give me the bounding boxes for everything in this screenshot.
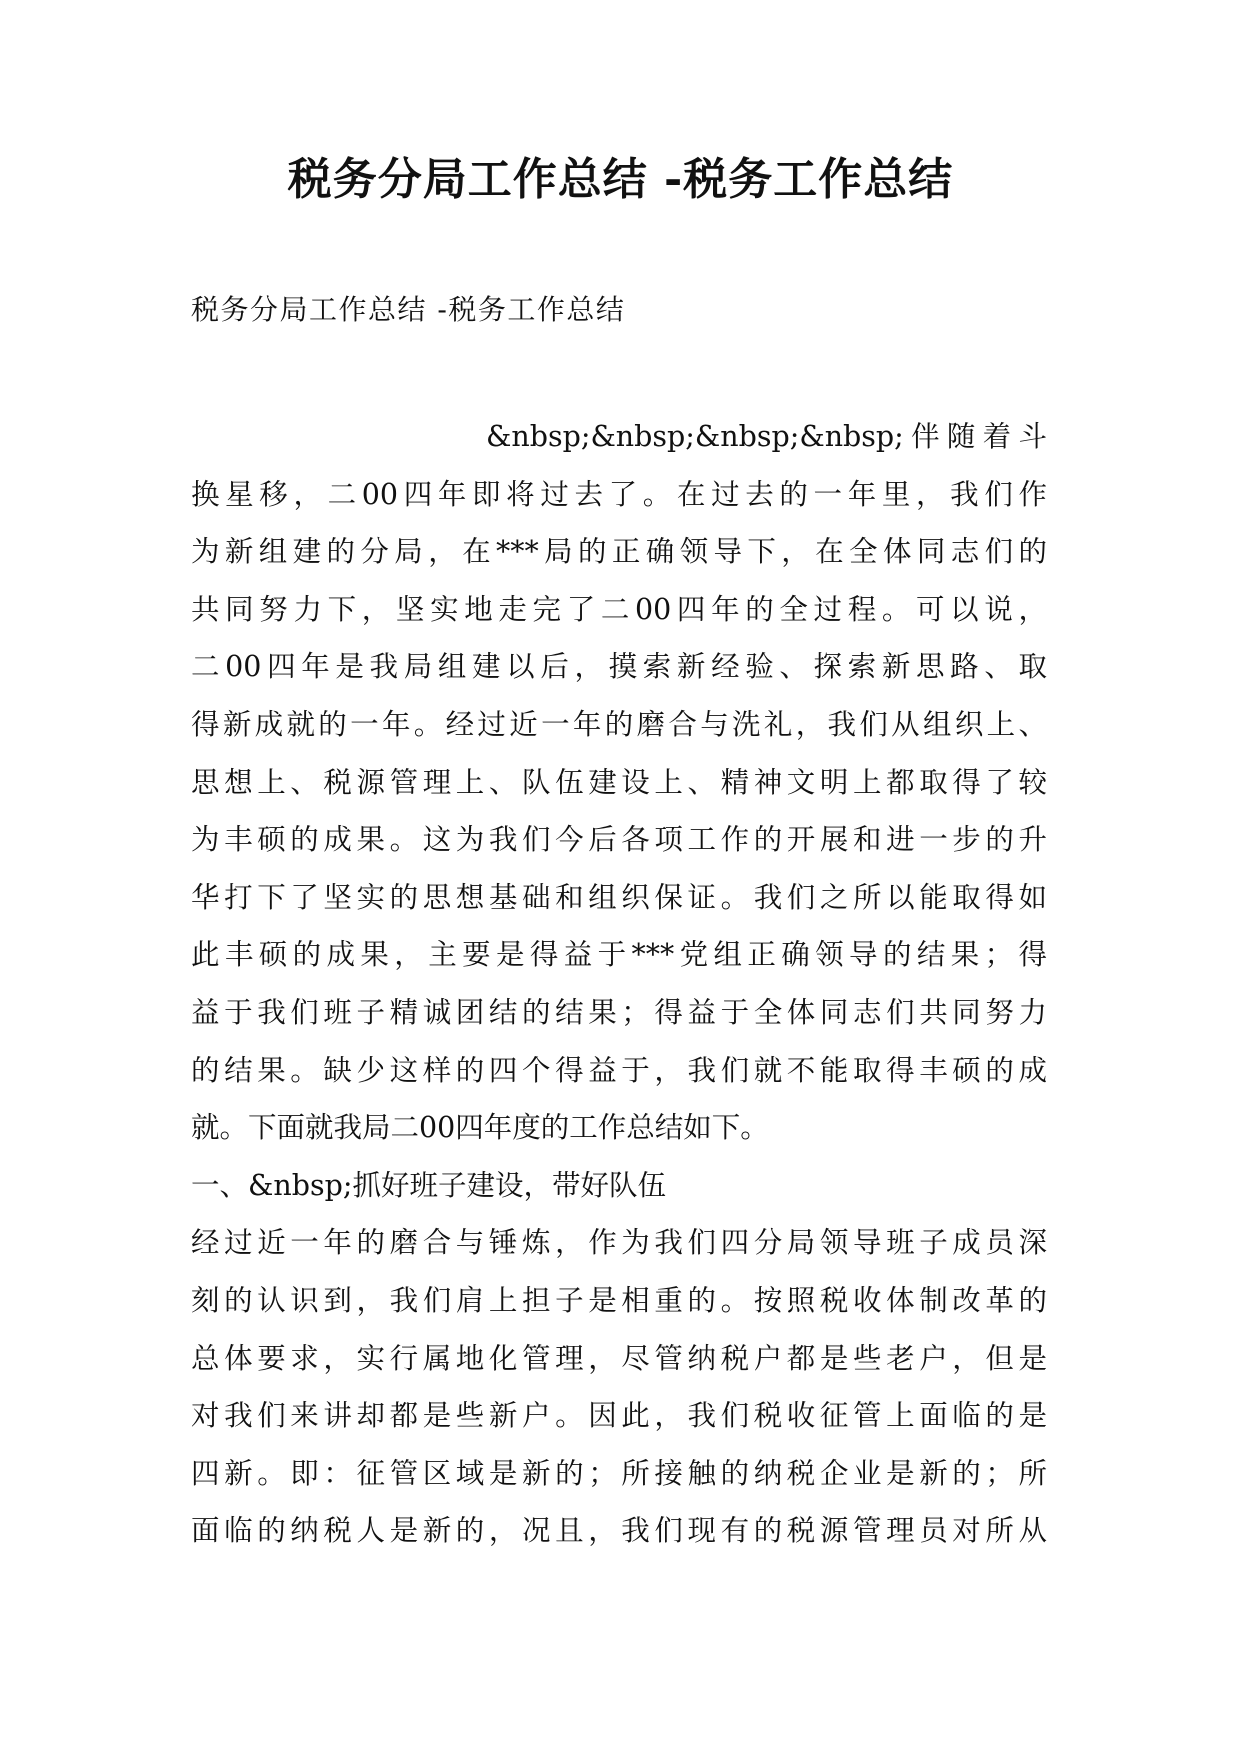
document-body: [191, 408, 1047, 1560]
document-title: 税务分局工作总结 -税务工作总结: [287, 154, 954, 205]
body-line: 为新组建的分局，在***局的正确领导下，在全体同志们的: [191, 535, 1047, 569]
body-line: 经过近一年的磨合与锤炼，作为我们四分局领导班子成员深: [191, 1226, 1047, 1260]
section-heading: 一、&nbsp;抓好班子建设，带好队伍: [191, 1168, 666, 1202]
body-line: 共同努力下，坚实地走完了二00四年的全过程。可以说，: [191, 592, 1047, 626]
document-subtitle: 税务分局工作总结 -税务工作总结: [191, 293, 626, 326]
body-line: 面临的纳税人是新的，况且，我们现有的税源管理员对所从: [191, 1514, 1047, 1548]
body-line: 就。下面就我局二00四年度的工作总结如下。: [191, 1111, 769, 1145]
body-line: &nbsp;&nbsp;&nbsp;&nbsp;伴随着斗: [486, 420, 1047, 453]
body-line: 华打下了坚实的思想基础和组织保证。我们之所以能取得如: [191, 880, 1047, 914]
body-line: 二00四年是我局组建以后，摸索新经验、探索新思路、取: [191, 650, 1047, 684]
body-line: 为丰硕的成果。这为我们今后各项工作的开展和进一步的升: [191, 823, 1047, 857]
body-line: 刻的认识到，我们肩上担子是相重的。按照税收体制改革的: [191, 1283, 1047, 1317]
body-line: 此丰硕的成果，主要是得益于***党组正确领导的结果；得: [191, 938, 1047, 972]
body-line: 的结果。缺少这样的四个得益于，我们就不能取得丰硕的成: [191, 1053, 1047, 1087]
body-line: 四新。即：征管区域是新的；所接触的纳税企业是新的；所: [191, 1456, 1047, 1490]
body-line: 得新成就的一年。经过近一年的磨合与洗礼，我们从组织上、: [191, 707, 1047, 741]
body-line: 思想上、税源管理上、队伍建设上、精神文明上都取得了较: [191, 765, 1047, 799]
body-line: 对我们来讲却都是些新户。因此，我们税收征管上面临的是: [191, 1399, 1047, 1433]
body-line: 总体要求，实行属地化管理，尽管纳税户都是些老户，但是: [191, 1341, 1047, 1375]
body-line: 换星移，二00四年即将过去了。在过去的一年里，我们作: [191, 477, 1047, 511]
body-line: 益于我们班子精诚团结的结果；得益于全体同志们共同努力: [191, 995, 1047, 1029]
